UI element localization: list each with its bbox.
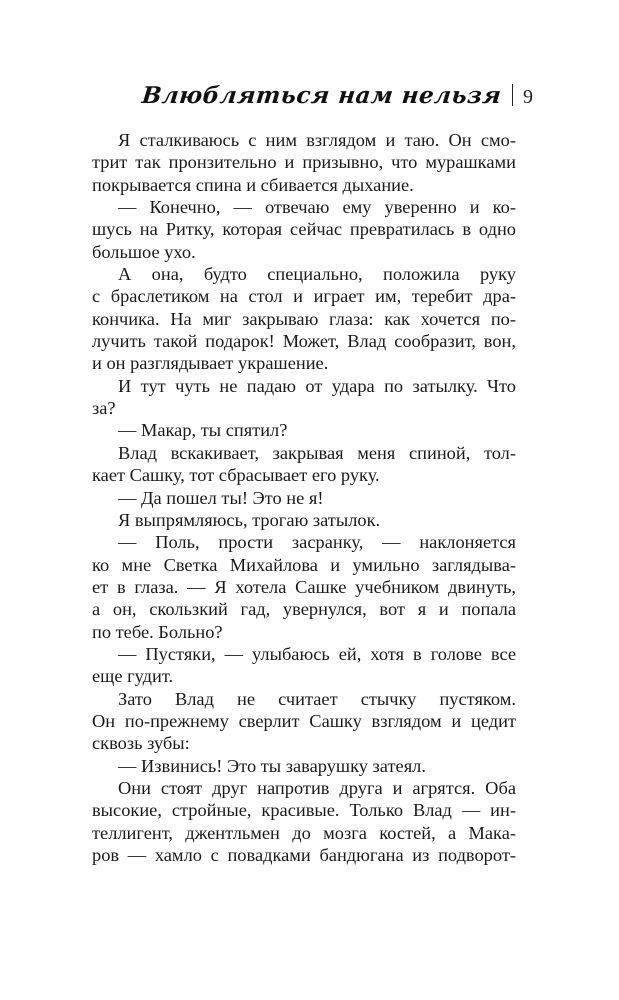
text-line: еще гудит. [92, 666, 174, 687]
text-line: — Макар, ты спятил? [118, 420, 288, 441]
text-line: с браслетиком на стол и играет им, теребит дра- [92, 286, 516, 307]
text-line: А она, будто специально, положила руку [118, 264, 516, 285]
text-line: шусь на Ритку, которая сейчас превратилась в одно [92, 219, 516, 240]
text-line: — Конечно, — отвечаю ему уверенно и ко- [118, 197, 516, 218]
text-line: лучить такой подарок! Может, Влад сообразит, вон, [92, 331, 516, 352]
text-line: за? [92, 398, 116, 419]
text-line: — Извинись! Это ты заварушку затеял. [118, 755, 426, 776]
text-line: Влад вскакивает, закрывая меня спиной, тол- [118, 442, 516, 463]
page-header [142, 84, 533, 107]
text-line: И тут чуть не падаю от удара по затылку. Что [118, 375, 516, 396]
text-line: а он, скользкий гад, увернулся, вот я и попала [92, 599, 516, 620]
text-line: ров — хамло с повадками бандюгана из подворот- [92, 845, 516, 865]
text-line: Я сталкиваюсь с ним взглядом и таю. Он смо- [118, 130, 516, 150]
header-divider [512, 84, 514, 106]
page-number: 9 [523, 86, 533, 108]
text-line: по тебе. Больно? [92, 621, 223, 642]
running-title: Влюбляться нам нельзя [140, 82, 503, 109]
text-line: Я выпрямляюсь, трогаю затылок. [118, 509, 381, 530]
text-line: — Пустяки, — улыбаюсь ей, хотя в голове все [118, 643, 516, 664]
text-line: и он разглядывает украшение. [92, 353, 329, 374]
text-line: покрывается спина и сбивается дыхание. [92, 174, 414, 195]
text-line: Зато Влад не считает стычку пустяком. [118, 688, 516, 709]
text-line: ет в глаза. — Я хотела Сашке учебником двинуть, [92, 576, 516, 597]
text-line: высокие, стройные, красивые. Только Влад — ин- [92, 800, 516, 821]
text-line: теллигент, джентльмен до мозга костей, а Мака- [92, 822, 516, 843]
body-text [92, 129, 516, 866]
text-line: сквозь зубы: [92, 733, 190, 754]
text-line: ко мне Светка Михайлова и умильно заглядыва- [92, 554, 516, 575]
text-line: трит так пронзительно и призывно, что мурашками [92, 152, 516, 173]
text-line: кончика. На миг закрываю глаза: как хочется по- [92, 308, 516, 329]
text-line: — Да пошел ты! Это не я! [118, 487, 324, 508]
text-line: большое ухо. [92, 241, 196, 262]
text-line: — Поль, прости засранку, — наклоняется [118, 532, 516, 553]
text-line: кает Сашку, тот сбрасывает его руку. [92, 465, 380, 486]
text-line: Он по-прежнему сверлит Сашку взглядом и цедит [92, 710, 516, 731]
text-line: Они стоят друг напротив друга и агрятся. Оба [118, 777, 516, 798]
